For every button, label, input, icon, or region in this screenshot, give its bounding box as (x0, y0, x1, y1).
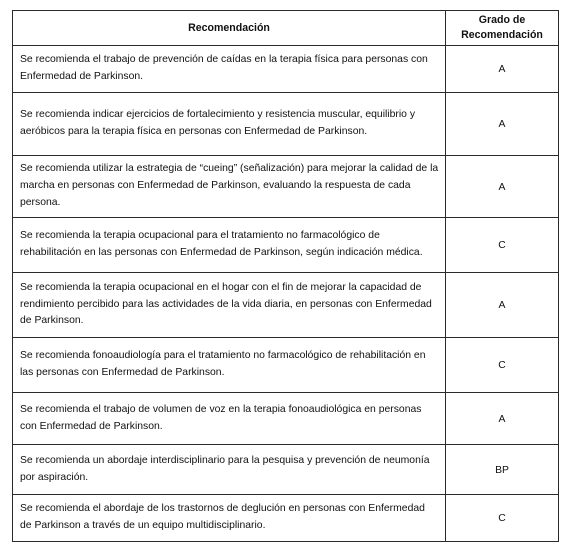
recommendation-text: Se recomienda un abordaje interdisciplinario para la pesquisa y prevención de neumonía por aspiración. (13, 445, 446, 495)
header-grade-line1: Grado de (478, 14, 526, 26)
grade-value: A (498, 181, 506, 193)
table-row (13, 393, 559, 445)
grade-value: A (498, 64, 506, 76)
table-row (13, 338, 559, 393)
grade-cell (446, 156, 559, 218)
recommendation-text: Se recomienda el abordaje de los trastornos de deglución en personas con Enfermedad de Parkinson a través de un equipo multidisciplinario. (13, 495, 446, 542)
grade-cell (446, 93, 559, 156)
recommendation-text: Se recomienda utilizar la estrategia de “cueing” (señalización) para mejorar la calidad de la marcha en personas con Enfermedad de Parkinson, evaluando la respuesta de cada persona. (13, 156, 446, 218)
header-recommendation: Recomendación (13, 11, 446, 46)
grade-value: A (498, 413, 506, 425)
recommendation-text: Se recomienda fonoaudiología para el tratamiento no farmacológico de rehabilitación en las personas con Enfermedad de Parkinson. (13, 338, 446, 393)
recommendations-table-wrapper (12, 10, 559, 542)
recommendation-text: Se recomienda la terapia ocupacional en el hogar con el fin de mejorar la capacidad de rendimiento percibido para las actividades de la vida diaria, en personas con Enfermedad de Parkinson. (13, 273, 446, 338)
table-row (13, 218, 559, 273)
table-row (13, 445, 559, 495)
table-row (13, 495, 559, 542)
header-grade-line2: Recomendación (461, 29, 543, 41)
grade-cell (446, 218, 559, 273)
table-row (13, 273, 559, 338)
recommendation-text: Se recomienda el trabajo de volumen de voz en la terapia fonoaudiológica en personas con Enfermedad de Parkinson. (13, 393, 446, 445)
recommendation-text: Se recomienda indicar ejercicios de fortalecimiento y resistencia muscular, equilibrio y aeróbicos para la terapia física en personas con Enfermedad de Parkinson. (13, 93, 446, 156)
grade-cell (446, 445, 559, 495)
table-row (13, 93, 559, 156)
table-header-row (13, 11, 559, 46)
grade-value: A (498, 300, 506, 312)
grade-value: C (498, 360, 506, 372)
header-grade (446, 11, 559, 46)
grade-value: A (498, 119, 506, 131)
grade-cell (446, 338, 559, 393)
recommendation-text: Se recomienda la terapia ocupacional para el tratamiento no farmacológico de rehabilitación en las personas con Enfermedad de Parkinson, según indicación médica. (13, 218, 446, 273)
table-row (13, 156, 559, 218)
grade-value: C (498, 240, 506, 252)
grade-cell (446, 393, 559, 445)
grade-cell (446, 273, 559, 338)
table-row (13, 46, 559, 93)
grade-cell (446, 495, 559, 542)
grade-value: C (498, 513, 506, 525)
recommendation-text: Se recomienda el trabajo de prevención de caídas en la terapia física para personas con Enfermedad de Parkinson. (13, 46, 446, 93)
grade-cell (446, 46, 559, 93)
grade-value: BP (495, 464, 509, 476)
recommendations-table (12, 10, 559, 542)
